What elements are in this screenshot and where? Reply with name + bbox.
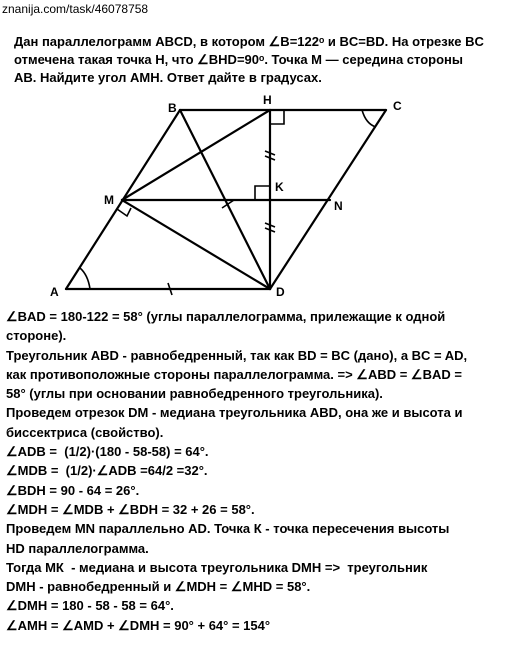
right-angle-k	[255, 186, 270, 200]
label-b: B	[168, 101, 177, 115]
angle-arc-a	[80, 268, 90, 289]
solution-line: ∠ADB = (1/2)·(180 - 58-58) = 64°.	[6, 444, 209, 460]
label-n: N	[334, 199, 343, 213]
parallelogram-figure	[0, 0, 527, 310]
label-h: H	[263, 93, 272, 107]
label-d: D	[276, 285, 285, 299]
solution-line: ∠MDB = (1/2)·∠ADB =64/2 =32°.	[6, 463, 208, 479]
solution-line: стороне).	[6, 328, 67, 344]
source-url: znanija.com/task/46078758	[2, 2, 149, 16]
label-a: A	[50, 285, 59, 299]
solution-line: Треугольник ABD - равнобедренный, так как BD = BC (дано), а BC = AD,	[6, 347, 468, 363]
solution-line: ∠MDH = ∠MDB + ∠BDH = 32 + 26 = 58°.	[6, 501, 255, 517]
solution-line: ∠AMH = ∠AMD + ∠DMH = 90° + 64° = 154°	[6, 617, 271, 633]
label-c: C	[393, 99, 402, 113]
solution-text	[6, 307, 524, 635]
solution-line: ∠BDH = 90 - 64 = 26°.	[6, 482, 140, 498]
problem-statement: Дан параллелограмм ABCD, в котором ∠B=122ᵒ и BC=BD. На отрезке BC отмечена такая точка H, что ∠BHD=90ᵒ. Точка M — середина стороны AB. Найдите угол AMH. Ответ дайте в градусах.	[14, 34, 484, 85]
solution-line: 58° (углы при основании равнобедренного треугольника).	[6, 386, 383, 402]
solution-line: Тогда МК - медиана и высота треугольника DMH => треугольник	[6, 559, 428, 575]
solution-line: биссектриса (свойство).	[6, 424, 164, 440]
label-m: M	[104, 193, 114, 207]
label-k: K	[275, 180, 284, 194]
angle-arc-c	[362, 110, 376, 127]
right-angle-m	[117, 208, 131, 216]
solution-line: как противоположные стороны параллелограмма. => ∠ABD = ∠BAD =	[6, 366, 462, 382]
solution-line: ∠BAD = 180-122 = 58° (углы параллелограмма, прилежащие к одной	[6, 309, 446, 324]
right-angle-h	[270, 110, 284, 124]
solution-line: Проведем MN параллельно AD. Точка К - точка пересечения высоты	[6, 521, 450, 537]
solution-line: HD параллелограмма.	[6, 540, 149, 556]
solution-line: ∠DMH = 180 - 58 - 58 = 64°.	[6, 598, 174, 614]
segment-mh	[122, 110, 270, 200]
solution-line: DMH - равнобедренный и ∠MDH = ∠MHD = 58°.	[6, 579, 311, 595]
solution-line: Проведем отрезок DM - медиана треугольника ABD, она же и высота и	[6, 405, 463, 421]
